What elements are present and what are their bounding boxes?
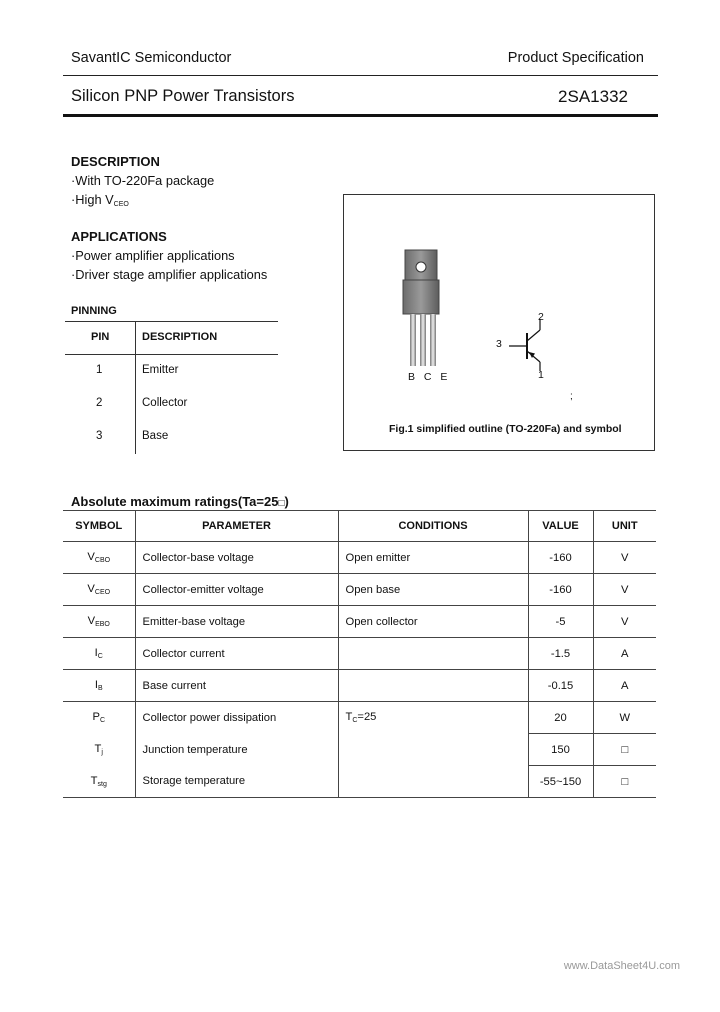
row-parameter: Emitter-base voltage xyxy=(135,606,338,638)
row-unit: □ xyxy=(593,734,656,766)
header-rule xyxy=(63,75,658,76)
title-rule xyxy=(63,114,658,117)
row-conditions: Open base xyxy=(338,574,528,606)
row-conditions xyxy=(338,638,528,670)
row-conditions xyxy=(338,766,528,798)
ratings-heading: Absolute maximum ratings(Ta=25□) xyxy=(71,494,289,509)
row-unit: V xyxy=(593,606,656,638)
row-value: -1.5 xyxy=(528,638,593,670)
table-row xyxy=(63,606,656,638)
table-row xyxy=(63,702,656,734)
row-value: 20 xyxy=(528,702,593,734)
row-value: 150 xyxy=(528,734,593,766)
pin-desc-2: Collector xyxy=(142,397,188,409)
row-parameter: Collector current xyxy=(135,638,338,670)
to220fa-package-drawing xyxy=(395,245,455,370)
table-row xyxy=(63,542,656,574)
watermark-text: www.DataSheet4U.com xyxy=(563,960,680,972)
figure-box xyxy=(343,194,655,451)
applications-heading: APPLICATIONS xyxy=(71,229,167,244)
table-row xyxy=(63,766,656,798)
row-parameter: Junction temperature xyxy=(135,734,338,766)
description-item-vceo: ·High $V_{CEO}$ xyxy=(71,192,129,208)
col-value: VALUE xyxy=(528,511,593,542)
pinning-divider xyxy=(135,321,136,454)
part-number: 2SA1332 xyxy=(558,87,628,106)
pinning-top-rule xyxy=(65,321,278,322)
pinning-col-pin: PIN xyxy=(91,331,110,343)
pin-number-2: 2 xyxy=(96,397,103,409)
row-unit: A xyxy=(593,670,656,702)
symbol-pin-1: 1 xyxy=(538,369,544,381)
col-symbol: SYMBOL xyxy=(63,511,135,542)
application-item-driver: ·Driver stage amplifier applications xyxy=(71,267,268,282)
row-unit: V xyxy=(593,542,656,574)
pin-number-1: 1 xyxy=(96,364,103,376)
row-value: -160 xyxy=(528,542,593,574)
row-parameter: Storage temperature xyxy=(135,766,338,798)
row-value: -160 xyxy=(528,574,593,606)
table-row xyxy=(63,574,656,606)
pinning-heading: PINNING xyxy=(71,305,117,317)
row-symbol: $V_{CEO}$ xyxy=(63,574,135,606)
row-symbol: $T_{stg}$ xyxy=(63,766,135,798)
col-parameter: PARAMETER xyxy=(135,511,338,542)
row-symbol: $V_{CBO}$ xyxy=(63,542,135,574)
figure-caption: Fig.1 simplified outline (TO-220Fa) and symbol xyxy=(389,423,622,435)
application-item-power: ·Power amplifier applications xyxy=(71,248,235,263)
ratings-header-row xyxy=(63,511,656,542)
pnp-transistor-symbol xyxy=(505,315,555,375)
table-row xyxy=(63,638,656,670)
page-title: Silicon PNP Power Transistors xyxy=(71,87,295,105)
pin-desc-1: Emitter xyxy=(142,364,179,376)
col-conditions: CONDITIONS xyxy=(338,511,528,542)
ratings-table xyxy=(63,510,656,798)
description-item-package: ·With TO-220Fa package xyxy=(71,173,215,188)
package-pin-labels: B C E xyxy=(408,371,451,383)
row-value: -0.15 xyxy=(528,670,593,702)
row-value: -55~150 xyxy=(528,766,593,798)
description-heading: DESCRIPTION xyxy=(71,154,160,169)
doc-type: Product Specification xyxy=(507,50,644,66)
row-value: -5 xyxy=(528,606,593,638)
table-row xyxy=(63,670,656,702)
pinning-header-rule xyxy=(65,354,278,355)
row-symbol: $I_C$ xyxy=(63,638,135,670)
row-symbol: $T_j$ xyxy=(63,734,135,766)
pin-number-3: 3 xyxy=(96,430,103,442)
col-unit: UNIT xyxy=(593,511,656,542)
symbol-pin-2: 2 xyxy=(538,311,544,323)
row-conditions: Open emitter xyxy=(338,542,528,574)
row-parameter: Collector-emitter voltage xyxy=(135,574,338,606)
stray-mark: ; xyxy=(570,391,573,402)
row-conditions xyxy=(338,734,528,766)
row-conditions xyxy=(338,670,528,702)
row-conditions: Open collector xyxy=(338,606,528,638)
row-symbol: $V_{EBO}$ xyxy=(63,606,135,638)
pinning-col-desc: DESCRIPTION xyxy=(142,331,218,343)
row-symbol: $P_C$ xyxy=(63,702,135,734)
row-unit: V xyxy=(593,574,656,606)
row-symbol: $I_B$ xyxy=(63,670,135,702)
symbol-pin-3: 3 xyxy=(496,338,502,350)
row-unit: W xyxy=(593,702,656,734)
row-conditions: $T_C=25$ xyxy=(338,702,528,734)
row-parameter: Collector-base voltage xyxy=(135,542,338,574)
pin-desc-3: Base xyxy=(142,430,169,442)
company-name: SavantIC Semiconductor xyxy=(71,50,232,66)
table-row xyxy=(63,734,656,766)
row-parameter: Collector power dissipation xyxy=(135,702,338,734)
row-unit: □ xyxy=(593,766,656,798)
row-unit: A xyxy=(593,638,656,670)
row-parameter: Base current xyxy=(135,670,338,702)
